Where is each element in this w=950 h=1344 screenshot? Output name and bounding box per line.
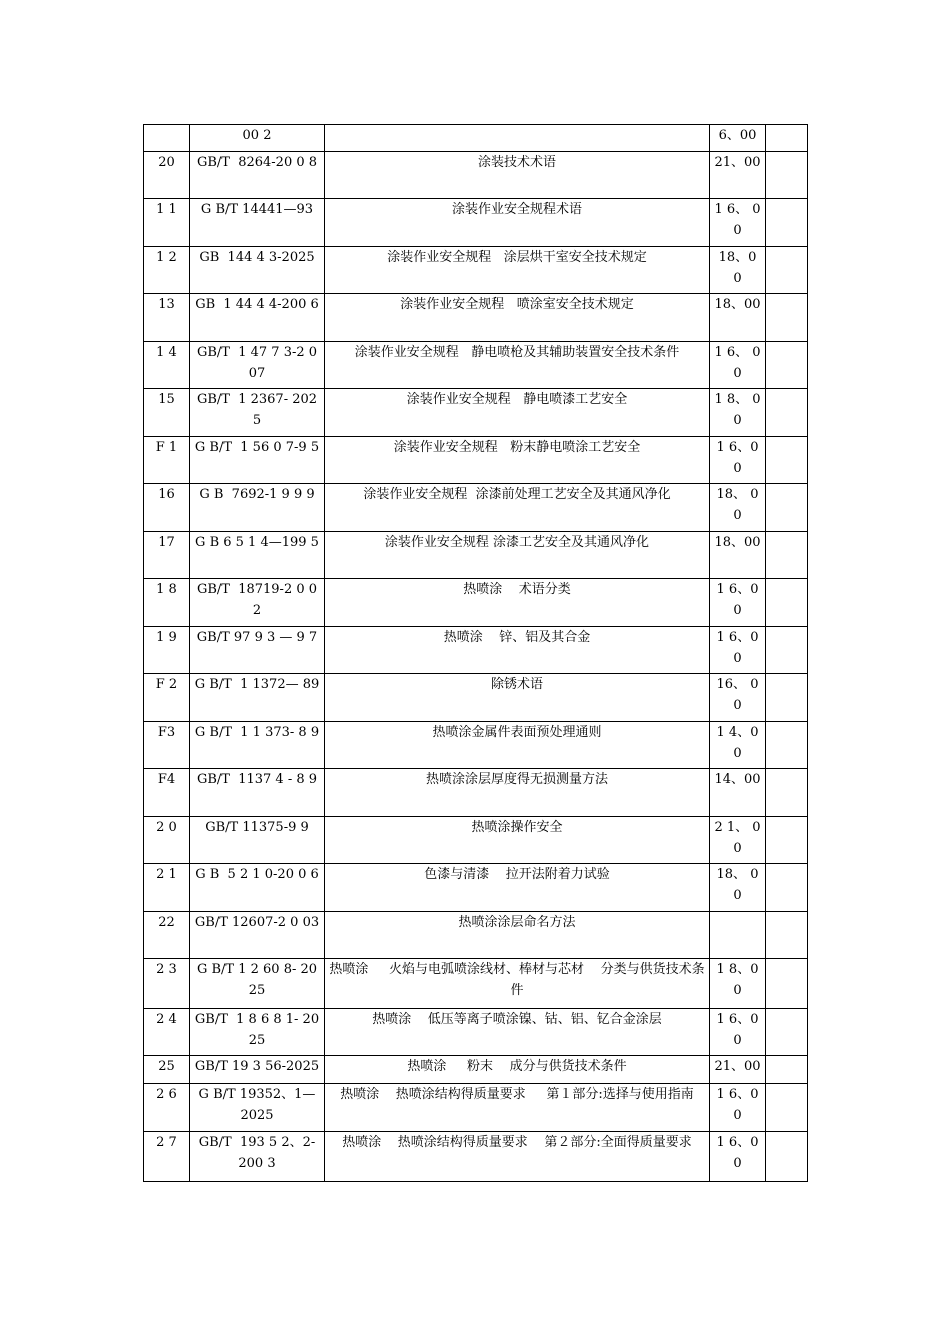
row-number: F3	[144, 722, 190, 769]
price: 18、 0 0	[710, 484, 766, 532]
empty-cell	[766, 389, 808, 437]
empty-cell	[766, 912, 808, 959]
empty-cell	[766, 627, 808, 674]
price: 2 1、 0 0	[710, 817, 766, 864]
row-number: 1 8	[144, 579, 190, 627]
row-number: 13	[144, 294, 190, 342]
row-number: 1 2	[144, 247, 190, 294]
table-row	[144, 437, 808, 484]
empty-cell	[766, 437, 808, 484]
standard-code: GB/T 8264-20 0 8	[190, 152, 325, 199]
row-number: 2 7	[144, 1132, 190, 1182]
standard-code: GB/T 1137 4 - 8 9	[190, 769, 325, 817]
empty-cell	[766, 294, 808, 342]
standard-name: 涂装作业安全规程 静电喷漆工艺安全	[325, 389, 710, 437]
price: 1 6、 0 0	[710, 342, 766, 389]
standard-name: 涂装作业安全规程 涂漆前处理工艺安全及其通风净化	[325, 484, 710, 532]
empty-cell	[766, 864, 808, 912]
price: 1 6、 0 0	[710, 199, 766, 247]
price: 1 6、0 0	[710, 579, 766, 627]
price: 1 6、0 0	[710, 1132, 766, 1182]
standard-name	[325, 125, 710, 152]
price: 6、00	[710, 125, 766, 152]
standard-name: 热喷涂 热喷涂结构得质量要求 第２部分:全面得质量要求	[325, 1132, 710, 1182]
row-number: 1 4	[144, 342, 190, 389]
standard-code: GB/T 1 47 7 3-2 007	[190, 342, 325, 389]
standard-code: G B/T 19352、1— 2025	[190, 1084, 325, 1132]
price: 1 6、00	[710, 1084, 766, 1132]
price: 21、00	[710, 152, 766, 199]
row-number: 15	[144, 389, 190, 437]
standard-code: GB/T 1 8 6 8 1- 2025	[190, 1009, 325, 1056]
row-number: F 1	[144, 437, 190, 484]
standard-code: GB/T 1 2367- 2025	[190, 389, 325, 437]
price: 18、0 0	[710, 247, 766, 294]
table-row	[144, 912, 808, 959]
row-number: 17	[144, 532, 190, 579]
standard-code: G B/T 1 1 373- 8 9	[190, 722, 325, 769]
standard-code: GB 144 4 3-2025	[190, 247, 325, 294]
empty-cell	[766, 125, 808, 152]
standard-code: G B 7692-1 9 9 9	[190, 484, 325, 532]
row-number: F4	[144, 769, 190, 817]
standard-code: GB/T 97 9 3 — 9 7	[190, 627, 325, 674]
row-number: 2 1	[144, 864, 190, 912]
empty-cell	[766, 959, 808, 1009]
price: 1 6、00	[710, 627, 766, 674]
standard-code: GB/T 19 3 56-2025	[190, 1056, 325, 1084]
standard-name: 热喷涂 热喷涂结构得质量要求 第１部分:选择与使用指南	[325, 1084, 710, 1132]
empty-cell	[766, 152, 808, 199]
price: 1 6、0 0	[710, 1009, 766, 1056]
table-row	[144, 864, 808, 912]
price: 18、00	[710, 532, 766, 579]
table-row	[144, 1009, 808, 1056]
price: 18、 0 0	[710, 864, 766, 912]
empty-cell	[766, 817, 808, 864]
table-row	[144, 1132, 808, 1182]
standard-name: 涂装作业安全规程术语	[325, 199, 710, 247]
standard-name: 热喷涂涂层命名方法	[325, 912, 710, 959]
empty-cell	[766, 247, 808, 294]
standard-name: 热喷涂 火焰与电弧喷涂线材、棒材与芯材 分类与供货技术条件	[325, 959, 710, 1009]
standard-code: 00 2	[190, 125, 325, 152]
table-row	[144, 389, 808, 437]
price: 14、00	[710, 769, 766, 817]
table-row	[144, 484, 808, 532]
standard-name: 涂装作业安全规程 静电喷枪及其辅助装置安全技术条件	[325, 342, 710, 389]
standard-name: 涂装作业安全规程 涂层烘干室安全技术规定	[325, 247, 710, 294]
row-number: 25	[144, 1056, 190, 1084]
price: 16、 0 0	[710, 674, 766, 722]
price: 1 6、00	[710, 437, 766, 484]
empty-cell	[766, 484, 808, 532]
standard-code: GB/T 12607-2 0 03	[190, 912, 325, 959]
price: 1 8、 0 0	[710, 389, 766, 437]
empty-cell	[766, 674, 808, 722]
price: 1 4、00	[710, 722, 766, 769]
price: 1 8、0 0	[710, 959, 766, 1009]
standard-code: GB/T 193 5 2、2- 200 3	[190, 1132, 325, 1182]
row-number: 2 6	[144, 1084, 190, 1132]
table-row	[144, 152, 808, 199]
empty-cell	[766, 532, 808, 579]
standard-code: G B 6 5 1 4—199 5	[190, 532, 325, 579]
table-row	[144, 342, 808, 389]
standard-code: G B/T 1 1372— 89	[190, 674, 325, 722]
standard-name: 热喷涂 低压等离子喷涂镍、钴、铝、钇合金涂层	[325, 1009, 710, 1056]
price	[710, 912, 766, 959]
table-row	[144, 294, 808, 342]
standards-table-body	[144, 125, 808, 1182]
standard-code: GB/T 11375-9 9	[190, 817, 325, 864]
table-row	[144, 769, 808, 817]
price: 21、00	[710, 1056, 766, 1084]
empty-cell	[766, 342, 808, 389]
standard-name: 涂装作业安全规程 涂漆工艺安全及其通风净化	[325, 532, 710, 579]
row-number: 2 0	[144, 817, 190, 864]
row-number: 2 4	[144, 1009, 190, 1056]
standard-name: 色漆与清漆 拉开法附着力试验	[325, 864, 710, 912]
standard-code: G B 5 2 1 0-20 0 6	[190, 864, 325, 912]
standard-name: 涂装作业安全规程 粉末静电喷涂工艺安全	[325, 437, 710, 484]
table-row	[144, 1056, 808, 1084]
standard-name: 热喷涂 锌、铝及其合金	[325, 627, 710, 674]
row-number: 2 3	[144, 959, 190, 1009]
table-row	[144, 1084, 808, 1132]
empty-cell	[766, 722, 808, 769]
table-row	[144, 579, 808, 627]
table-row	[144, 247, 808, 294]
standard-name: 热喷涂 粉末 成分与供货技术条件	[325, 1056, 710, 1084]
standards-table	[143, 124, 808, 1182]
table-row	[144, 722, 808, 769]
row-number: 16	[144, 484, 190, 532]
standard-code: G B/T 14441—93	[190, 199, 325, 247]
standard-code: GB 1 44 4 4-200 6	[190, 294, 325, 342]
empty-cell	[766, 199, 808, 247]
standard-name: 热喷涂涂层厚度得无损测量方法	[325, 769, 710, 817]
row-number: 20	[144, 152, 190, 199]
standard-code: G B/T 1 2 60 8- 2025	[190, 959, 325, 1009]
empty-cell	[766, 1009, 808, 1056]
empty-cell	[766, 769, 808, 817]
table-row	[144, 674, 808, 722]
standard-name: 热喷涂 术语分类	[325, 579, 710, 627]
standard-name: 热喷涂操作安全	[325, 817, 710, 864]
table-row	[144, 532, 808, 579]
row-number: 22	[144, 912, 190, 959]
table-row	[144, 199, 808, 247]
row-number: F 2	[144, 674, 190, 722]
empty-cell	[766, 579, 808, 627]
empty-cell	[766, 1056, 808, 1084]
price: 18、00	[710, 294, 766, 342]
standard-code: GB/T 18719-2 0 0 2	[190, 579, 325, 627]
table-row	[144, 627, 808, 674]
standard-name: 涂装作业安全规程 喷涂室安全技术规定	[325, 294, 710, 342]
standard-name: 热喷涂金属件表面预处理通则	[325, 722, 710, 769]
standard-name: 涂装技术术语	[325, 152, 710, 199]
row-number: 1 9	[144, 627, 190, 674]
row-number: 1 1	[144, 199, 190, 247]
table-row	[144, 125, 808, 152]
row-number	[144, 125, 190, 152]
table-row	[144, 817, 808, 864]
standard-code: G B/T 1 56 0 7-9 5	[190, 437, 325, 484]
empty-cell	[766, 1132, 808, 1182]
empty-cell	[766, 1084, 808, 1132]
table-row	[144, 959, 808, 1009]
standard-name: 除锈术语	[325, 674, 710, 722]
